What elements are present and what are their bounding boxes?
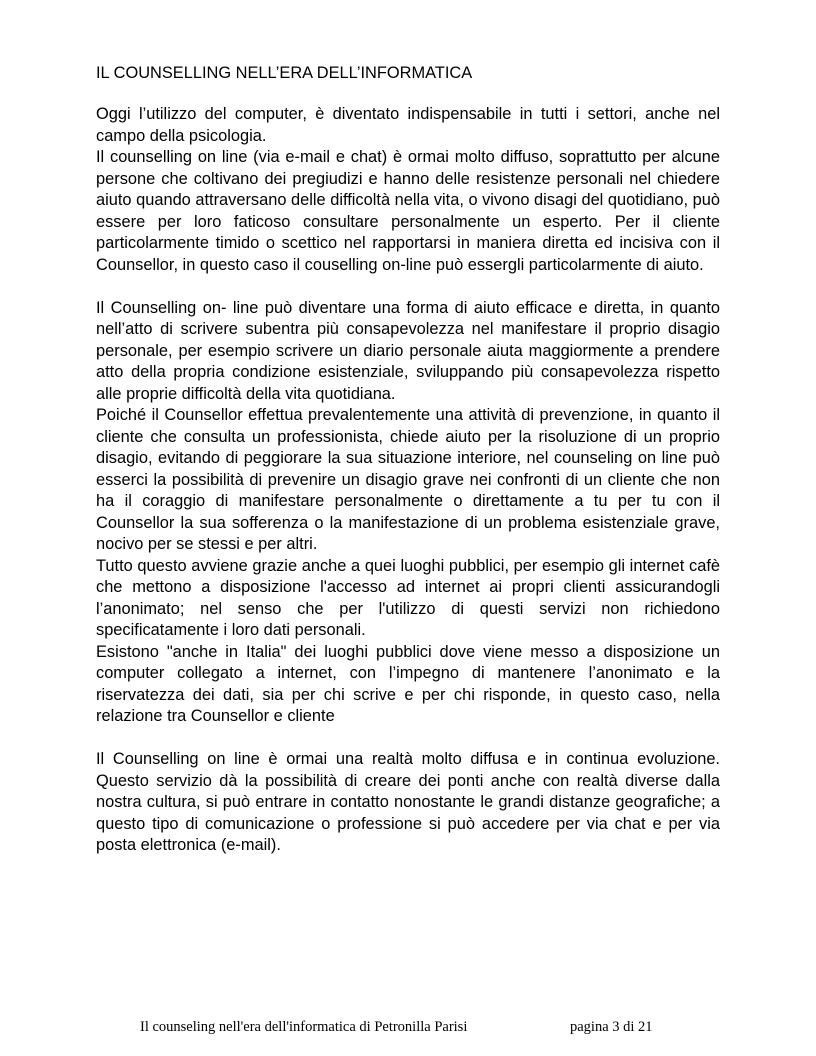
paragraph-intro: Oggi l’utilizzo del computer, è diventato indispensabile in tutti i settori, anche nel campo della psicologia. [96,105,720,145]
document-body [96,104,720,857]
paragraph-conclusion: Il Counselling on line è ormai una realtà molto diffusa e in continua evoluzione. Questo servizio dà la possibilità di creare dei ponti anche con realtà diverse dalla nostra cultura, si può entrare in contatto nonostante le grandi distanze geografiche; a questo tipo di comunicazione o professione si può accedere per via chat e per via posta elettronica (e-mail). [96,750,720,854]
page-number: pagina 3 di 21 [570,1019,653,1035]
paragraph-online-counselling: Il counselling on line (via e-mail e chat) è ormai molto diffuso, soprattutto per alcune persone che coltivano dei pregiudizi e hanno delle resistenze personali nel chiedere aiuto quando attraversano delle difficoltà nella vita, o vivono disagi del quotidiano, può essere per loro faticoso consultare personalmente un esperto. Per il cliente particolarmente timido o scettico nel rapportarsi in maniera diretta ed incisiva con il Counsellor, in questo caso il couselling on-line può essergli particolarmente di aiuto. [96,148,720,274]
paragraph-writing-awareness: Il Counselling on- line può diventare una forma di aiuto efficace e diretta, in quanto nell’atto di scrivere subentra più consapevolezza nel manifestare il proprio disagio personale, per esempio scrivere un diario personale aiuta maggiormente a prendere atto della propria condizione esistenziale, sviluppando più consapevolezza rispetto alle proprie difficoltà della vita quotidiana. [96,298,720,403]
paragraph-prevention: Poiché il Counsellor effettua prevalentemente una attività di prevenzione, in quanto il cliente che consulta un professionista, chiede aiuto per la risoluzione di un proprio disagio, evitando di peggiorare la sua situazione interiore, nel counseling on line può esserci la possibilità di prevenire un disagio grave nei confronti di un cliente che non ha il coraggio di manifestare personalmente o direttamente a tu per tu con il Counsellor la sua sofferenza o la manifestazione di un problema esistenziale grave, nocivo per se stessi e per altri. [96,406,720,553]
paragraph-italy-public-places: Esistono "anche in Italia" dei luoghi pubblici dove viene messo a disposizione un computer collegato a internet, con l’impegno di mantenere l’anonimato e la riservatezza dei dati, sia per chi scrive e per chi risponde, in questo caso, nella relazione tra Counsellor e cliente [96,642,720,725]
page-title: IL COUNSELLING NELL’ERA DELL’INFORMATICA [96,64,473,82]
footer-title: Il counseling nell'era dell'informatica di Petronilla Parisi [140,1019,468,1035]
paragraph-internet-cafe: Tutto questo avviene grazie anche a quei luoghi pubblici, per esempio gli internet cafè che mettono a disposizione l'accesso ad internet ai propri clienti assicurandogli l’anonimato; nel senso che per l'utilizzo di questi servizi non richiedono specificatamente i loro dati personali. [96,556,720,639]
